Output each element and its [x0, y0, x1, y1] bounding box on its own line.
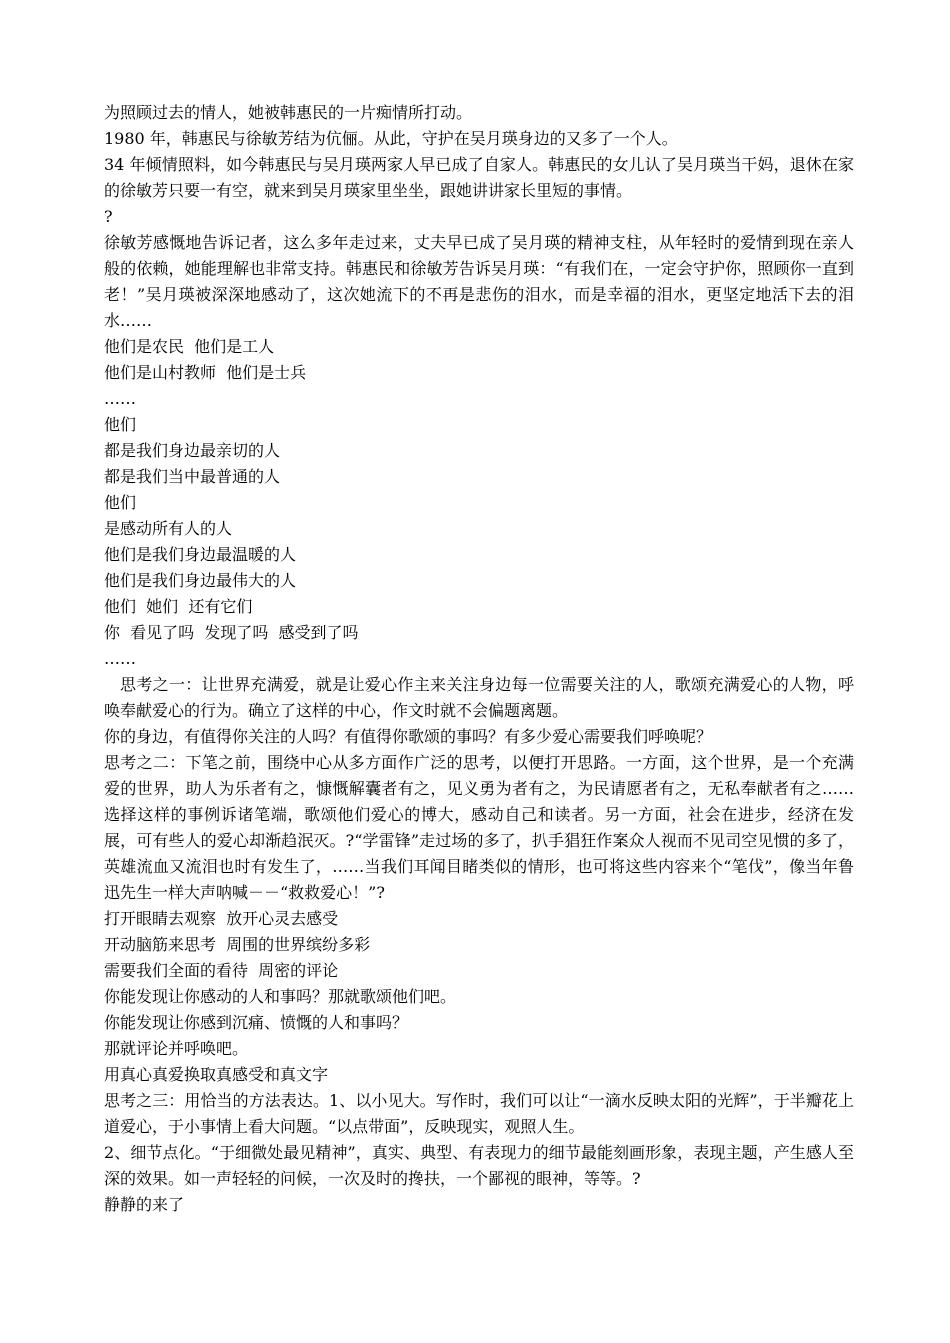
- poem-line: 他们是山村教师 他们是士兵: [104, 363, 307, 382]
- poem-line: 需要我们全面的看待 周密的评论: [104, 961, 339, 980]
- paragraph: 静静的来了: [104, 1195, 185, 1214]
- poem-line: 他们是农民 他们是工人: [104, 337, 275, 356]
- poem-line: 他们: [104, 415, 137, 434]
- paragraph: 1980 年，韩惠民与徐敏芳结为伉俪。从此，守护在吴月瑛身边的又多了一个人。: [104, 129, 678, 148]
- paragraph: 34 年倾情照料，如今韩惠民与吴月瑛两家人早已成了自家人。韩惠民的女儿认了吴月瑛当干妈，退休在家的徐敏芳只要一有空，就来到吴月瑛家里坐坐，跟她讲讲家长里短的事情。: [104, 155, 854, 200]
- paragraph: 2、细节点化。“于细微处最见精神”，真实、典型、有表现力的细节最能刻画形象，表现主题，产生感人至深的效果。如一声轻轻的问候，一次及时的搀扶，一个鄙视的眼神，等等。?: [104, 1143, 854, 1188]
- paragraph: 用真心真爱换取真感受和真文字: [104, 1065, 329, 1084]
- paragraph: 徐敏芳感慨地告诉记者，这么多年走过来，丈夫早已成了吴月瑛的精神支柱，从年轻时的爱情到现在亲人般的依赖，她能理解也非常支持。韩惠民和徐敏芳告诉吴月瑛：“有我们在，一定会守护你，照顾你一直到老！”吴月瑛被深深地感动了，这次她流下的不再是悲伤的泪水，而是幸福的泪水，更坚定地活下去的泪水……: [104, 233, 854, 330]
- poem-line: 都是我们当中最普通的人: [104, 467, 281, 486]
- paragraph: 思考之一：让世界充满爱，就是让爱心作主来关注身边每一位需要关注的人，歌颂充满爱心的人物，呼唤奉献爱心的行为。确立了这样的中心，作文时就不会偏题离题。: [104, 675, 854, 720]
- paragraph: ?: [104, 207, 113, 226]
- ellipsis-line: ……: [104, 649, 136, 668]
- poem-line: 他们是我们身边最伟大的人: [104, 571, 297, 590]
- poem-line: 开动脑筋来思考 周围的世界缤纷多彩: [104, 935, 371, 954]
- poem-line: 他们是我们身边最温暖的人: [104, 545, 297, 564]
- paragraph: 思考之三：用恰当的方法表达。1、以小见大。写作时，我们可以让“一滴水反映太阳的光辉”，于半瓣花上道爱心，于小事情上看大问题。“以点带面”，反映现实，观照人生。: [104, 1091, 854, 1136]
- paragraph: 你能发现让你感动的人和事吗？那就歌颂他们吧。: [104, 987, 457, 1006]
- ellipsis-line: ……: [104, 389, 136, 408]
- document-body: [104, 100, 854, 1218]
- paragraph: 那就评论并呼唤吧。: [104, 1039, 249, 1058]
- paragraph: 思考之二：下笔之前，围绕中心从多方面作广泛的思考，以便打开思路。一方面，这个世界，是一个充满爱的世界，助人为乐者有之，慷慨解囊者有之，见义勇为者有之，为民请愿者有之，无私奉献者有之……选择这样的事例诉诸笔端，歌颂他们爱心的博大，感动自己和读者。另一方面，社会在进步，经济在发展，可有些人的爱心却渐趋泯灭。?“学雷锋”走过场的多了，扒手猖狂作案众人视而不见司空见惯的多了，英雄流血又流泪也时有发生了，……当我们耳闻目睹类似的情形，也可将这些内容来个“笔伐”，像当年鲁迅先生一样大声呐喊－－“救救爱心！”?: [104, 753, 854, 902]
- poem-line: 他们: [104, 493, 137, 512]
- paragraph: 为照顾过去的情人，她被韩惠民的一片痴情所打动。: [104, 103, 473, 122]
- poem-line: 你 看见了吗 发现了吗 感受到了吗: [104, 623, 359, 642]
- poem-line: 打开眼睛去观察 放开心灵去感受: [104, 909, 339, 928]
- poem-line: 是感动所有人的人: [104, 519, 233, 538]
- paragraph: 你能发现让你感到沉痛、愤慨的人和事吗？: [104, 1013, 409, 1032]
- paragraph: 你的身边，有值得你关注的人吗？有值得你歌颂的事吗？有多少爱心需要我们呼唤呢？: [104, 727, 713, 746]
- poem-line: 他们 她们 还有它们: [104, 597, 253, 616]
- poem-line: 都是我们身边最亲切的人: [104, 441, 281, 460]
